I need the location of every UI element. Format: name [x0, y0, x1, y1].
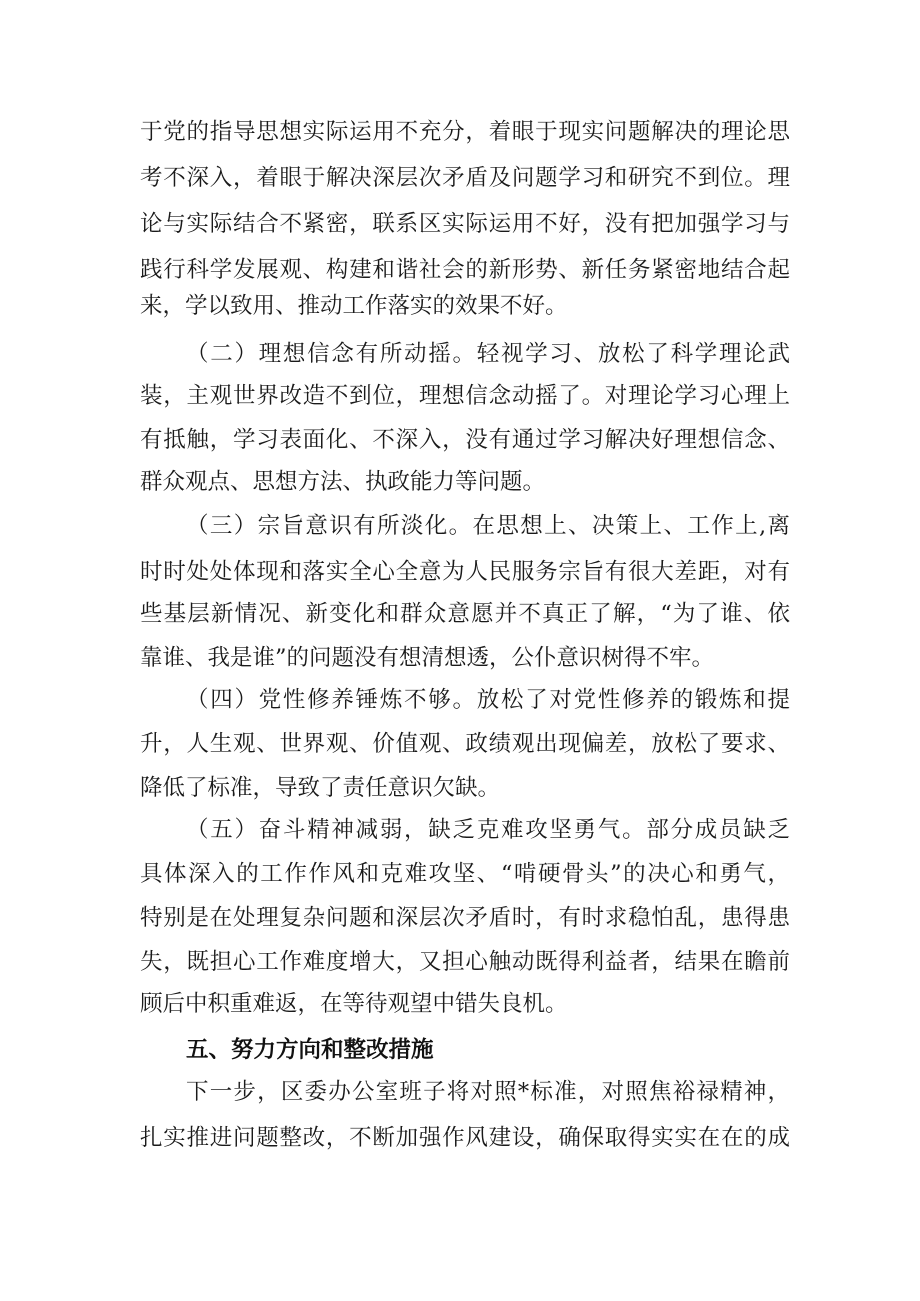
paragraph-line: 装，主观世界改造不到位，理想信念动摇了。对理论学习心理上 — [140, 383, 790, 409]
paragraph-line: （五）奋斗精神减弱，缺乏克难攻坚勇气。部分成员缺乏 — [186, 817, 790, 843]
paragraph-line: 论与实际结合不紧密，联系区实际运用不好，没有把加强学习与 — [140, 211, 790, 237]
paragraph-line: 顾后中积重难返，在等待观望中错失良机。 — [140, 991, 568, 1017]
paragraph-line: 践行科学发展观、构建和谐社会的新形势、新任务紧密地结合起 — [140, 257, 790, 283]
paragraph-line: 降低了标准，导致了责任意识欠缺。 — [140, 775, 501, 801]
paragraph-line: 特别是在处理复杂问题和深层次矛盾时，有时求稳怕乱，患得患 — [140, 905, 790, 931]
paragraph-line: 升，人生观、世界观、价值观、政绩观出现偏差，放松了要求、 — [140, 731, 790, 757]
paragraph-line: （四）党性修养锤炼不够。放松了对党性修养的锻炼和提 — [186, 687, 790, 713]
paragraph-line: 失，既担心工作难度增大，又担心触动既得利益者，结果在瞻前 — [140, 949, 790, 975]
paragraph-line: （三）宗旨意识有所淡化。在思想上、决策上、工作上,离 — [186, 513, 790, 539]
paragraph-line: 具体深入的工作作风和克难攻坚、“啃硬骨头”的决心和勇气， — [140, 861, 790, 887]
paragraph-line: （二）理想信念有所动摇。轻视学习、放松了科学理论武 — [186, 341, 790, 367]
paragraph-line: 来，学以致用、推动工作落实的效果不好。 — [140, 293, 568, 319]
paragraph-line: 群众观点、思想方法、执政能力等问题。 — [140, 469, 546, 495]
paragraph-line: 时时处处体现和落实全心全意为人民服务宗旨有很大差距，对有 — [140, 559, 790, 585]
section-heading: 五、努力方向和整改措施 — [186, 1037, 434, 1063]
paragraph-line: 下一步，区委办公室班子将对照*标准，对照焦裕禄精神， — [186, 1079, 790, 1105]
paragraph-line: 于党的指导思想实际运用不充分，着眼于现实问题解决的理论思 — [140, 119, 790, 145]
paragraph-line: 些基层新情况、新变化和群众意愿并不真正了解，“为了谁、依 — [140, 601, 790, 627]
paragraph-line: 靠谁、我是谁”的问题没有想清想透，公仆意识树得不牢。 — [140, 645, 715, 671]
paragraph-line: 有抵触，学习表面化、不深入，没有通过学习解决好理想信念、 — [140, 427, 790, 453]
paragraph-line: 考不深入，着眼于解决深层次矛盾及问题学习和研究不到位。理 — [140, 165, 790, 191]
paragraph-line: 扎实推进问题整改，不断加强作风建设，确保取得实实在在的成 — [140, 1125, 790, 1151]
